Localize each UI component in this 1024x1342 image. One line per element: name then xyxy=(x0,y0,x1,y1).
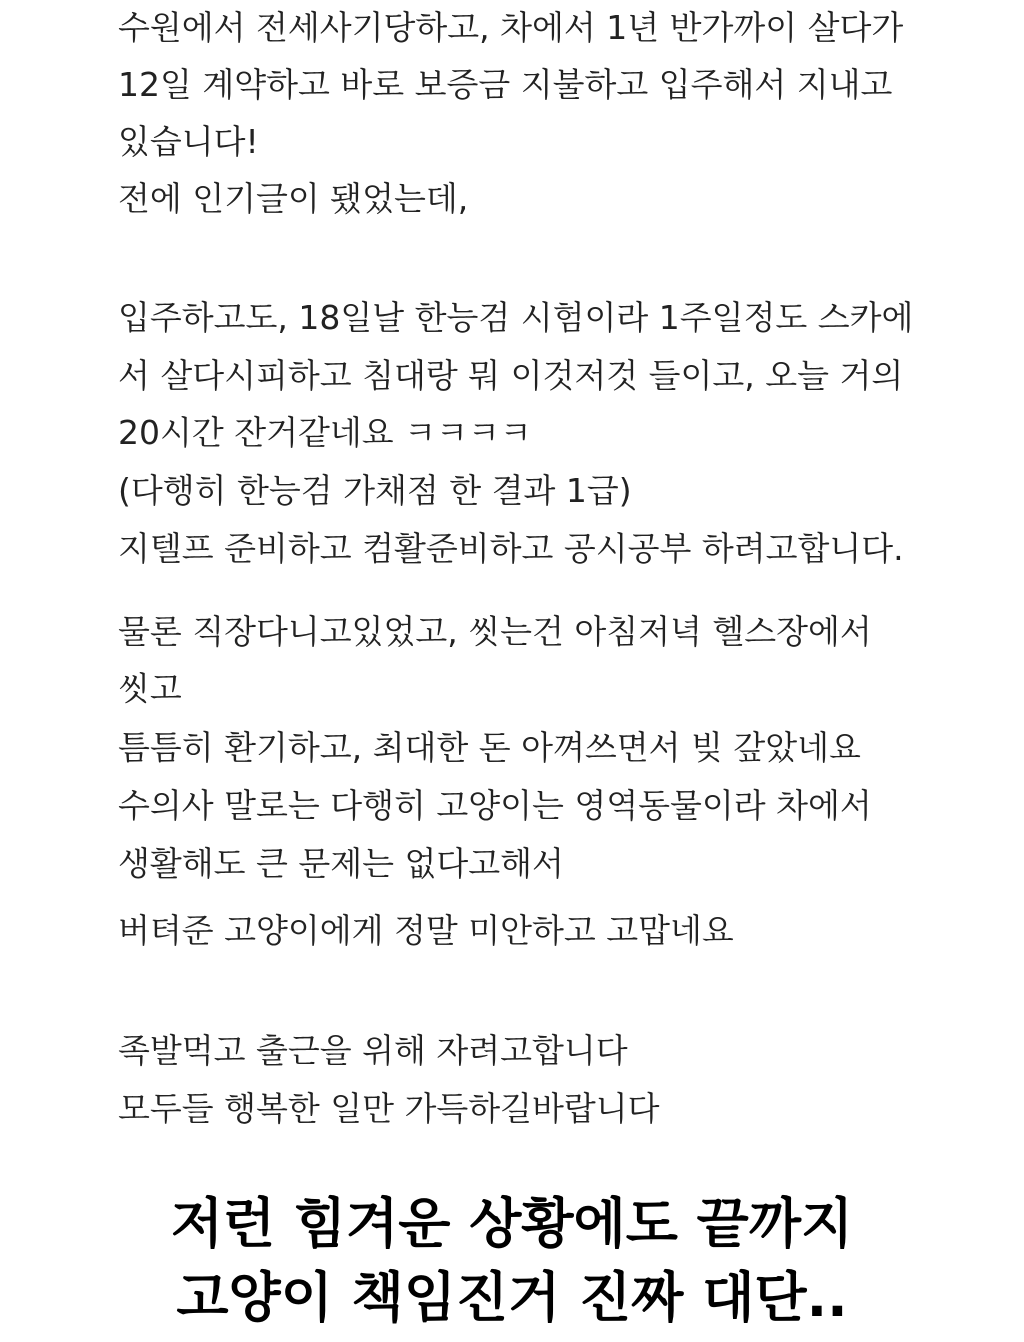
post-line: 물론 직장다니고있었고, 씻는건 아침저녁 헬스장에서 xyxy=(118,612,872,651)
post-line: 모두들 행복한 일만 가득하길바랍니다 xyxy=(118,1089,660,1128)
post-line: 20시간 잔거같네요 ㅋㅋㅋㅋ xyxy=(118,413,532,452)
post-line: 있습니다! xyxy=(118,122,259,161)
post-line: 전에 인기글이 됐었는데, xyxy=(118,179,469,218)
post-line: 12일 계약하고 바로 보증금 지불하고 입주해서 지내고 xyxy=(118,65,893,104)
post-line: 입주하고도, 18일날 한능검 시험이라 1주일정도 스카에 xyxy=(118,298,914,337)
post-line: 씻고 xyxy=(118,669,182,708)
post-line: (다행히 한능검 가채점 한 결과 1급) xyxy=(118,471,632,510)
post-line: 수원에서 전세사기당하고, 차에서 1년 반가까이 살다가 xyxy=(118,8,904,47)
post-line: 지텔프 준비하고 컴활준비하고 공시공부 하려고합니다. xyxy=(118,529,904,568)
post-line: 생활해도 큰 문제는 없다고해서 xyxy=(118,844,564,883)
post-line: 버텨준 고양이에게 정말 미안하고 고맙네요 xyxy=(118,911,734,950)
post-line: 서 살다시피하고 침대랑 뭐 이것저것 들이고, 오늘 거의 xyxy=(118,356,904,395)
caption-line-1: 저런 힘겨운 상황에도 끝까지 xyxy=(170,1192,854,1255)
post-line: 족발먹고 출근을 위해 자려고합니다 xyxy=(118,1031,628,1070)
caption-line-2: 고양이 책임진거 진짜 대단.. xyxy=(176,1266,848,1329)
post-line: 수의사 말로는 다행히 고양이는 영역동물이라 차에서 xyxy=(118,786,872,825)
post-line: 틈틈히 환기하고, 최대한 돈 아껴쓰면서 빚 갚았네요 xyxy=(118,728,861,767)
